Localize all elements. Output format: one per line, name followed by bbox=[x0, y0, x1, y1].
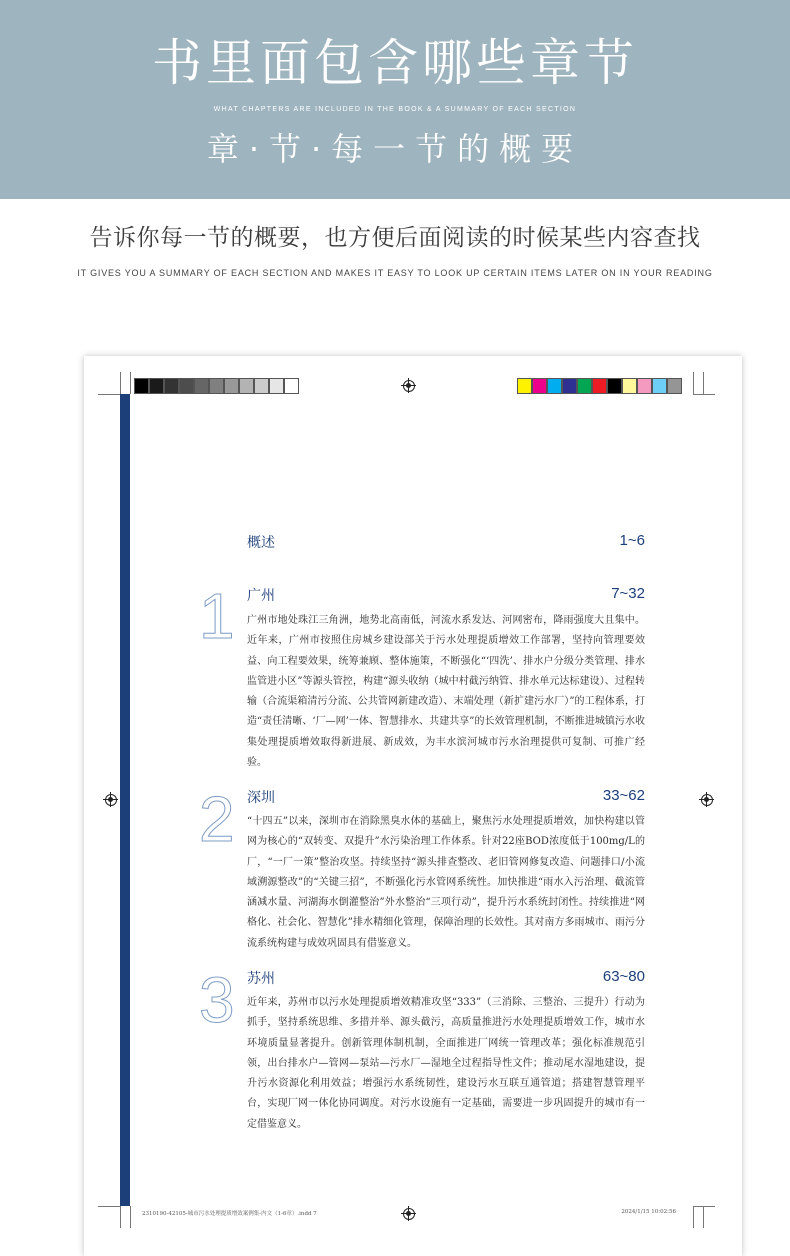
overview-title: 概述 bbox=[247, 535, 275, 551]
crop-mark bbox=[693, 1206, 694, 1228]
crop-mark bbox=[130, 1206, 131, 1228]
color-swatch bbox=[562, 378, 577, 394]
crop-mark bbox=[703, 1206, 704, 1228]
color-swatch bbox=[517, 378, 532, 394]
crop-mark bbox=[130, 372, 131, 394]
color-swatch bbox=[254, 378, 269, 394]
section-summary: 近年来，苏州市以污水处理提质增效精准攻坚“333”（三消除、三整治、三提升）行动为抓手，坚持系统思维、多措并举、源头截污，高质量推进污水处理提质增效工作，城市水环境质量显著提升。创新管理体制机制，全面推进厂网统一管理改革；强化标准规范引领，出台排水户—管网—泵站—污水厂—湿地全过程指导性文件；推动尾水湿地建设，提升污水资源化利用效益；增强污水系统韧性，建设污水互联互通管道；搭建智慧管理平台，实现厂网一体化协同调度。对污水设施有一定基础，需要进一步巩固提升的城市有一定借鉴意义。 bbox=[247, 997, 645, 1130]
crop-mark bbox=[693, 394, 715, 395]
section-page-range: 63~80 bbox=[602, 968, 645, 985]
registration-mark-icon bbox=[105, 794, 117, 806]
crop-mark bbox=[703, 372, 704, 394]
section-title: 深圳 bbox=[247, 790, 275, 806]
registration-mark-icon bbox=[403, 380, 415, 392]
color-swatch bbox=[652, 378, 667, 394]
crop-mark bbox=[693, 1206, 715, 1207]
color-swatch bbox=[532, 378, 547, 394]
cmyk-color-bar bbox=[517, 378, 682, 394]
color-swatch bbox=[224, 378, 239, 394]
section-title: 广州 bbox=[247, 588, 275, 604]
color-swatch bbox=[592, 378, 607, 394]
print-slug-timestamp: 2024/1/15 10:02:56 bbox=[621, 1209, 676, 1215]
color-swatch bbox=[134, 378, 149, 394]
color-swatch bbox=[577, 378, 592, 394]
color-swatch bbox=[239, 378, 254, 394]
registration-mark-icon bbox=[701, 794, 713, 806]
page-spine-bar bbox=[120, 394, 130, 1206]
crop-mark bbox=[120, 1206, 121, 1228]
crop-mark bbox=[120, 372, 121, 394]
header-subtitle-en: WHAT CHAPTERS ARE INCLUDED IN THE BOOK & A SUMMARY OF EACH SECTION bbox=[213, 106, 577, 113]
color-swatch bbox=[667, 378, 682, 394]
color-swatch bbox=[164, 378, 179, 394]
section-summary: 广州市地处珠江三角洲，地势北高南低，河流水系发达、河网密布，降雨强度大且集中。近年来，广州市按照住房城乡建设部关于污水处理提质增效工作部署，坚持向管理要效益、向工程要效果，统筹兼顾、整体施策，不断强化“‘四洗’、排水户分级分类管理、排水监管进小区”等源头管控，构建“源头收纳（城中村截污纳管、排水单元达标建设）、过程转输（合流渠箱清污分流、公共管网新建改造）、末端处理（新扩建污水厂）”的工程体系，打造“责任清晰、‘厂—网’一体、智慧排水、共建共享”的长效管理机制，不断推进城镇污水收集处理提质增效取得新进展、新成效，为丰水滨河城市污水治理提供可复制、可推广经验。 bbox=[247, 615, 645, 769]
color-swatch bbox=[622, 378, 637, 394]
section-number: 3 bbox=[199, 964, 235, 1036]
section-number: 1 bbox=[199, 580, 235, 652]
section-page-range: 33~62 bbox=[602, 787, 645, 804]
color-swatch bbox=[547, 378, 562, 394]
color-swatch bbox=[209, 378, 224, 394]
color-swatch bbox=[179, 378, 194, 394]
crop-mark bbox=[98, 394, 120, 395]
color-swatch bbox=[269, 378, 284, 394]
header-subtitle-cn: 章·节·每一节的概要 bbox=[206, 130, 584, 168]
color-swatch bbox=[607, 378, 622, 394]
header-banner bbox=[0, 0, 790, 199]
crop-mark bbox=[693, 372, 694, 394]
color-swatch bbox=[194, 378, 209, 394]
registration-mark-icon bbox=[403, 1208, 415, 1220]
intro-text-en: IT GIVES YOU A SUMMARY OF EACH SECTION AND MAKES IT EASY TO LOOK UP CERTAIN ITEMS LATER ON IN YOUR READING bbox=[77, 268, 713, 278]
print-slug-filename: 2310190-42105-城市污水处理提质增效案例集-内文（1-6章）.indd 7 bbox=[142, 1211, 317, 1217]
section-number: 2 bbox=[199, 783, 235, 855]
crop-mark bbox=[98, 1206, 120, 1207]
color-swatch bbox=[149, 378, 164, 394]
section-page-range: 7~32 bbox=[611, 585, 645, 602]
section-summary: “十四五”以来，深圳市在消除黑臭水体的基础上，聚焦污水处理提质增效，加快构建以管网为核心的“双转变、双提升”水污染治理工作体系。针对22座BOD浓度低于100mg/L的厂，“一厂一策”整治攻坚。持续坚持“源头排查整改、老旧管网修复改造、问题排口/小流域溯源整改”的“关键三招”，不断强化污水管网系统性。加快推进“雨水入污治理、截流管涵减水量、河湖海水倒灌整治”外水整治“三项行动”，提升污水系统封闭性。持续推进“网格化、社会化、智慧化”排水精细化管理，保障治理的长效性。其对南方多雨城市、雨污分流系统构建与成效巩固具有借鉴意义。 bbox=[247, 816, 645, 949]
header-title: 书里面包含哪些章节 bbox=[152, 34, 638, 92]
book-page bbox=[84, 356, 742, 1256]
overview-page-range: 1~6 bbox=[619, 532, 645, 549]
color-swatch bbox=[284, 378, 299, 394]
gray-color-bar bbox=[134, 378, 299, 394]
intro-text-cn: 告诉你每一节的概要，也方便后面阅读的时候某些内容查找 bbox=[89, 225, 701, 251]
section-title: 苏州 bbox=[247, 971, 275, 987]
color-swatch bbox=[637, 378, 652, 394]
